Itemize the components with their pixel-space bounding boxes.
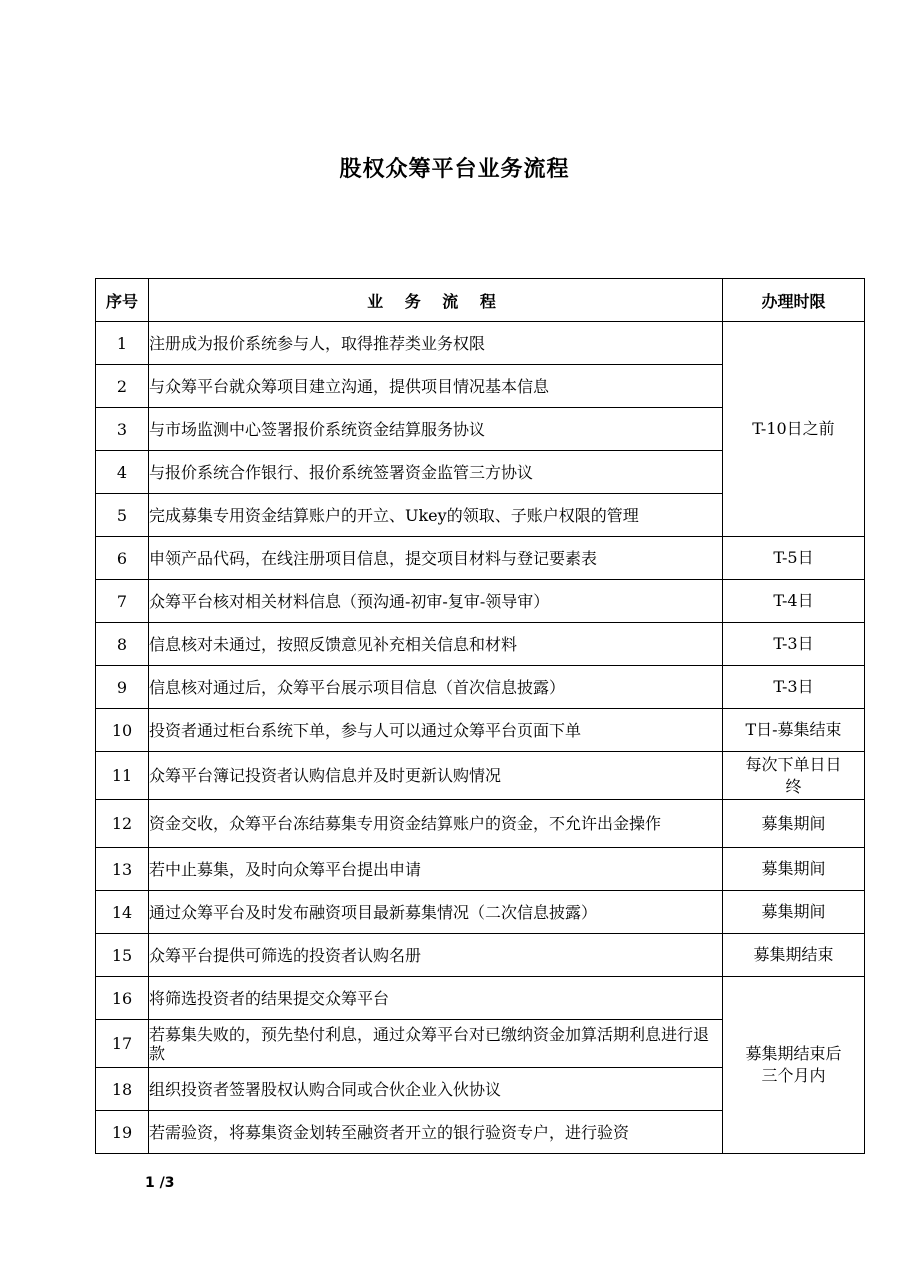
row-process: 将筛选投资者的结果提交众筹平台 — [149, 977, 723, 1020]
row-process: 组织投资者签署股权认购合同或合伙企业入伙协议 — [149, 1068, 723, 1111]
table-row — [96, 891, 865, 934]
table-row — [96, 752, 865, 800]
page-number: 1 /3 — [145, 1175, 175, 1191]
header-num: 序号 — [96, 279, 149, 322]
row-process: 众筹平台簿记投资者认购信息并及时更新认购情况 — [149, 752, 723, 800]
row-limit: T-4日 — [723, 580, 865, 623]
row-num: 5 — [96, 494, 149, 537]
row-process: 信息核对通过后，众筹平台展示项目信息（首次信息披露） — [149, 666, 723, 709]
row-process: 与市场监测中心签署报价系统资金结算服务协议 — [149, 408, 723, 451]
page-title: 股权众筹平台业务流程 — [339, 157, 570, 182]
row-num: 12 — [96, 800, 149, 848]
row-num: 9 — [96, 666, 149, 709]
table-row — [96, 623, 865, 666]
table-row — [96, 848, 865, 891]
row-num: 17 — [96, 1020, 149, 1068]
table-row — [96, 934, 865, 977]
table-row — [96, 800, 865, 848]
row-num: 10 — [96, 709, 149, 752]
row-limit: 每次下单日日终 — [723, 752, 865, 800]
row-num: 3 — [96, 408, 149, 451]
row-process: 众筹平台提供可筛选的投资者认购名册 — [149, 934, 723, 977]
business-process-table — [95, 278, 865, 1154]
row-process: 若需验资，将募集资金划转至融资者开立的银行验资专户，进行验资 — [149, 1111, 723, 1154]
row-num: 4 — [96, 451, 149, 494]
table-row — [96, 666, 865, 709]
row-limit: T-3日 — [723, 666, 865, 709]
row-num: 2 — [96, 365, 149, 408]
row-process: 投资者通过柜台系统下单，参与人可以通过众筹平台页面下单 — [149, 709, 723, 752]
row-num: 18 — [96, 1068, 149, 1111]
row-num: 14 — [96, 891, 149, 934]
row-process: 通过众筹平台及时发布融资项目最新募集情况（二次信息披露） — [149, 891, 723, 934]
table-header-row — [96, 279, 865, 322]
row-limit: 募集期间 — [723, 800, 865, 848]
header-process: 业 务 流 程 — [149, 279, 723, 322]
table-row — [96, 977, 865, 1020]
row-num: 6 — [96, 537, 149, 580]
row-limit: 募集期间 — [723, 891, 865, 934]
row-num: 19 — [96, 1111, 149, 1154]
row-limit: T-5日 — [723, 537, 865, 580]
row-limit: 募集期结束后三个月内 — [723, 977, 865, 1154]
row-limit: 募集期结束 — [723, 934, 865, 977]
row-num: 13 — [96, 848, 149, 891]
row-num: 16 — [96, 977, 149, 1020]
row-process: 信息核对未通过，按照反馈意见补充相关信息和材料 — [149, 623, 723, 666]
row-process: 与报价系统合作银行、报价系统签署资金监管三方协议 — [149, 451, 723, 494]
row-process: 申领产品代码，在线注册项目信息，提交项目材料与登记要素表 — [149, 537, 723, 580]
table-row — [96, 537, 865, 580]
row-num: 7 — [96, 580, 149, 623]
row-limit: T-10日之前 — [723, 322, 865, 537]
row-num: 1 — [96, 322, 149, 365]
row-num: 11 — [96, 752, 149, 800]
row-limit: T日-募集结束 — [723, 709, 865, 752]
table-row — [96, 322, 865, 365]
row-process: 若募集失败的，预先垫付利息，通过众筹平台对已缴纳资金加算活期利息进行退款 — [149, 1020, 723, 1068]
row-process: 与众筹平台就众筹项目建立沟通，提供项目情况基本信息 — [149, 365, 723, 408]
row-num: 8 — [96, 623, 149, 666]
row-process: 完成募集专用资金结算账户的开立、Ukey的领取、子账户权限的管理 — [149, 494, 723, 537]
row-process: 众筹平台核对相关材料信息（预沟通-初审-复审-领导审） — [149, 580, 723, 623]
table-row — [96, 709, 865, 752]
row-process: 注册成为报价系统参与人，取得推荐类业务权限 — [149, 322, 723, 365]
row-limit: T-3日 — [723, 623, 865, 666]
table-row — [96, 580, 865, 623]
header-limit: 办理时限 — [723, 279, 865, 322]
row-process: 资金交收，众筹平台冻结募集专用资金结算账户的资金，不允许出金操作 — [149, 800, 723, 848]
row-num: 15 — [96, 934, 149, 977]
row-limit: 募集期间 — [723, 848, 865, 891]
row-process: 若中止募集，及时向众筹平台提出申请 — [149, 848, 723, 891]
